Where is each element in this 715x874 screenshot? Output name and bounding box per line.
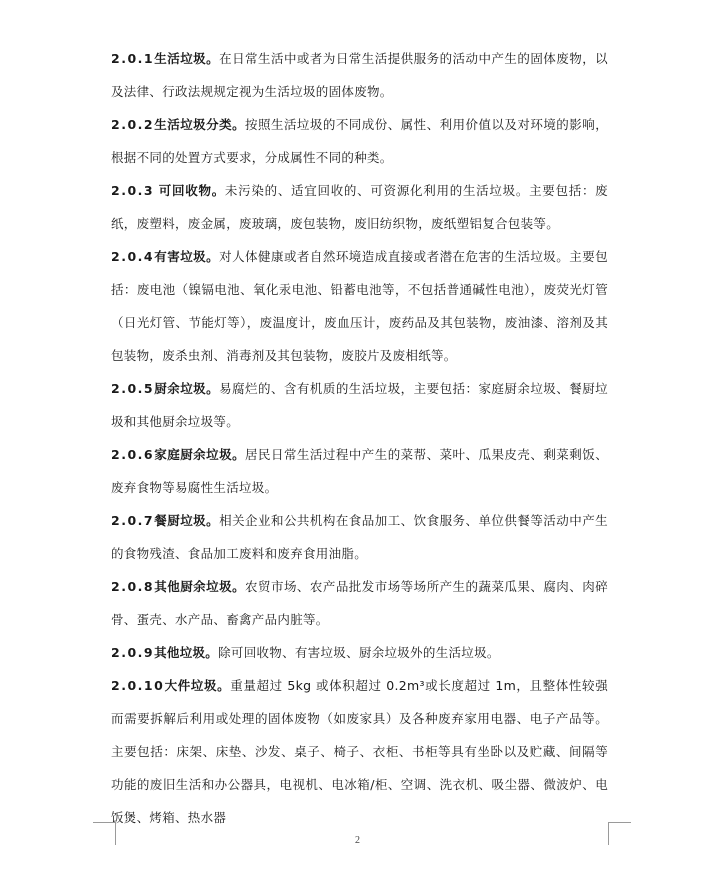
entry-term: 厨余垃圾。 xyxy=(154,381,220,396)
document-body xyxy=(111,42,608,834)
entry-term: 可回收物。 xyxy=(158,183,225,198)
entry-number: 2.0.6 xyxy=(111,447,155,462)
entry-text: 重量超过 5kg 或体积超过 0.2m³或长度超过 1m，且整体性较强而需要拆解后利用或处理的固体废物（如废家具）及各种废弃家用电器、电子产品等。主要包括：床架、床垫、沙发、桌子、椅子、衣柜、书柜等具有坐卧以及贮藏、间隔等功能的废旧生活和办公器具，电视机、电冰箱/柜、空调、洗衣机、吸尘器、微波炉、电饭煲、烤箱、热水器 xyxy=(111,678,608,825)
entry-text: 相关企业和公共机构在食品加工、饮食服务、单位供餐等活动中产生的食物残渣、食品加工废料和废弃食用油脂。 xyxy=(111,513,608,561)
entry-number: 2.0.1 xyxy=(111,51,155,66)
entry-2-0-6 xyxy=(111,438,608,504)
entry-term: 其他垃圾。 xyxy=(154,645,219,660)
entry-number: 2.0.10 xyxy=(111,678,165,693)
entry-2-0-3 xyxy=(111,174,608,240)
entry-2-0-8 xyxy=(111,570,608,636)
entry-2-0-7 xyxy=(111,504,608,570)
entry-number: 2.0.7 xyxy=(111,513,155,528)
entry-text: 对人体健康或者自然环境造成直接或者潜在危害的生活垃圾。主要包括：废电池（镍镉电池、氧化汞电池、铅蓄电池等，不包括普通碱性电池），废荧光灯管（日光灯管、节能灯等），废温度计，废血压计，废药品及其包装物，废油漆、溶剂及其包装物，废杀虫剂、消毒剂及其包装物，废胶片及废相纸等。 xyxy=(111,249,608,363)
entry-number: 2.0.3 xyxy=(111,183,155,198)
entry-text: 除可回收物、有害垃圾、厨余垃圾外的生活垃圾。 xyxy=(218,645,500,660)
entry-2-0-4 xyxy=(111,240,608,372)
entry-text: 居民日常生活过程中产生的菜帮、菜叶、瓜果皮壳、剩菜剩饭、废弃食物等易腐性生活垃圾。 xyxy=(111,447,608,495)
entry-2-0-2 xyxy=(111,108,608,174)
entry-term: 大件垃圾。 xyxy=(164,678,231,693)
entry-text: 未污染的、适宜回收的、可资源化利用的生活垃圾。主要包括：废纸，废塑料，废金属，废玻璃，废包装物，废旧纺织物，废纸塑铝复合包装等。 xyxy=(111,183,608,231)
entry-term: 有害垃圾。 xyxy=(154,249,220,264)
entry-term: 生活垃圾分类。 xyxy=(154,117,246,132)
entry-number: 2.0.9 xyxy=(111,645,155,660)
entry-number: 2.0.4 xyxy=(111,249,155,264)
entry-term: 生活垃圾。 xyxy=(154,51,220,66)
page-number: 2 xyxy=(355,835,360,846)
entry-number: 2.0.8 xyxy=(111,579,155,594)
entry-text: 按照生活垃圾的不同成份、属性、利用价值以及对环境的影响，根据不同的处置方式要求，分成属性不同的种类。 xyxy=(111,117,608,165)
entry-term: 家庭厨余垃圾。 xyxy=(154,447,246,462)
entry-2-0-1 xyxy=(111,42,608,108)
entry-text: 农贸市场、农产品批发市场等场所产生的蔬菜瓜果、腐肉、肉碎骨、蛋壳、水产品、畜禽产品内脏等。 xyxy=(111,579,608,627)
entry-2-0-10 xyxy=(111,669,608,834)
entry-text: 在日常生活中或者为日常生活提供服务的活动中产生的固体废物，以及法律、行政法规规定视为生活垃圾的固体废物。 xyxy=(111,51,608,99)
entry-number: 2.0.5 xyxy=(111,381,155,396)
entry-term: 其他厨余垃圾。 xyxy=(154,579,246,594)
entry-2-0-5 xyxy=(111,372,608,438)
entry-2-0-9 xyxy=(111,636,608,669)
entry-term: 餐厨垃圾。 xyxy=(154,513,220,528)
entry-text: 易腐烂的、含有机质的生活垃圾，主要包括：家庭厨余垃圾、餐厨垃圾和其他厨余垃圾等。 xyxy=(111,381,608,429)
entry-number: 2.0.2 xyxy=(111,117,155,132)
